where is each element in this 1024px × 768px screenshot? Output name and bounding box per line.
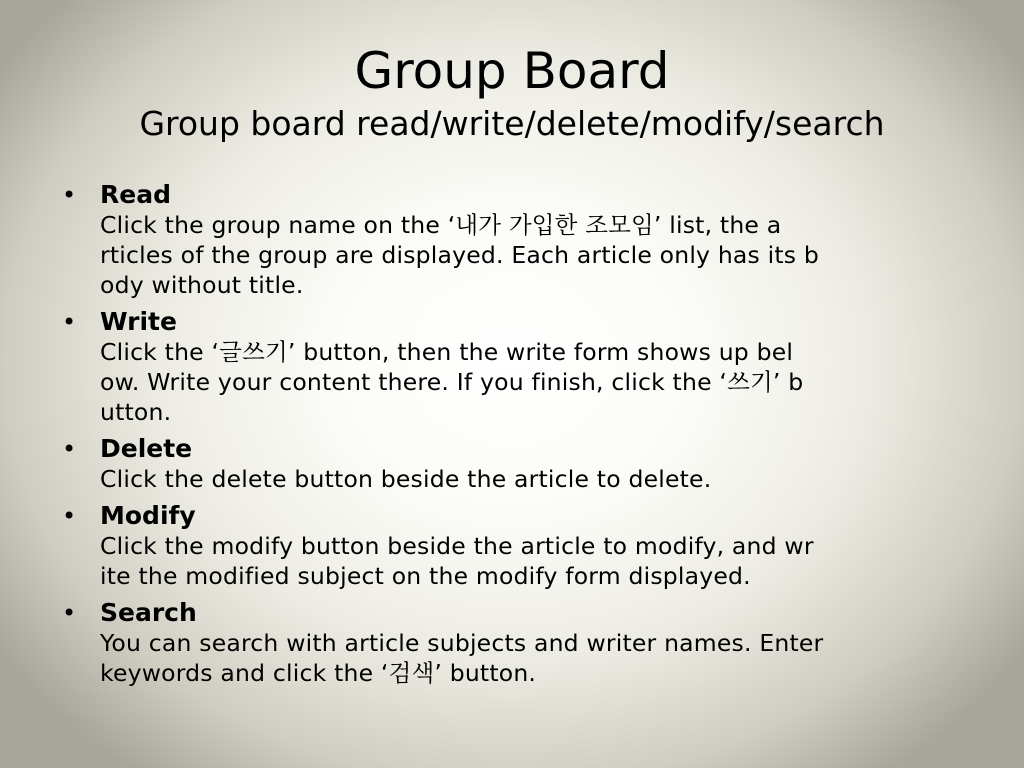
bullet-heading-write: Write — [100, 307, 177, 336]
bullet-item-search — [62, 598, 962, 688]
bullet-item-delete — [62, 434, 962, 494]
bullet-icon: • — [62, 502, 77, 530]
slide-subtitle: Group board read/write/delete/modify/search — [139, 104, 885, 143]
bullet-heading-read: Read — [100, 180, 171, 209]
bullet-heading-search: Search — [100, 598, 197, 627]
bullet-text-write — [100, 337, 962, 427]
text-line: Click the ‘글쓰기’ button, then the write form shows up bel — [100, 338, 794, 366]
bullet-text-delete — [100, 464, 962, 494]
bullet-list — [62, 180, 962, 695]
bullet-icon: • — [62, 181, 77, 209]
bullet-heading-delete: Delete — [100, 434, 193, 463]
text-line: Click the modify button beside the article to modify, and wr — [100, 532, 814, 560]
slide-title: Group Board — [354, 42, 670, 100]
text-line: ody without title. — [100, 271, 304, 299]
bullet-item-read — [62, 180, 962, 300]
title-block — [0, 40, 1024, 144]
text-line: Click the group name on the ‘내가 가입한 조모임’ list, the a — [100, 211, 782, 239]
bullet-text-modify — [100, 531, 962, 591]
bullet-text-read — [100, 210, 962, 300]
text-line: keywords and click the ‘검색’ button. — [100, 659, 537, 687]
bullet-item-modify — [62, 501, 962, 591]
text-line: Click the delete button beside the article to delete. — [100, 465, 712, 493]
bullet-heading-modify: Modify — [100, 501, 196, 530]
bullet-text-search — [100, 628, 962, 688]
bullet-icon: • — [62, 308, 77, 336]
text-line: rticles of the group are displayed. Each article only has its b — [100, 241, 820, 269]
bullet-icon: • — [62, 599, 77, 627]
bullet-icon: • — [62, 435, 77, 463]
text-line: You can search with article subjects and writer names. Enter — [100, 629, 824, 657]
text-line: utton. — [100, 398, 172, 426]
bullet-item-write — [62, 307, 962, 427]
text-line: ow. Write your content there. If you finish, click the ‘쓰기’ b — [100, 368, 804, 396]
text-line: ite the modified subject on the modify form displayed. — [100, 562, 751, 590]
